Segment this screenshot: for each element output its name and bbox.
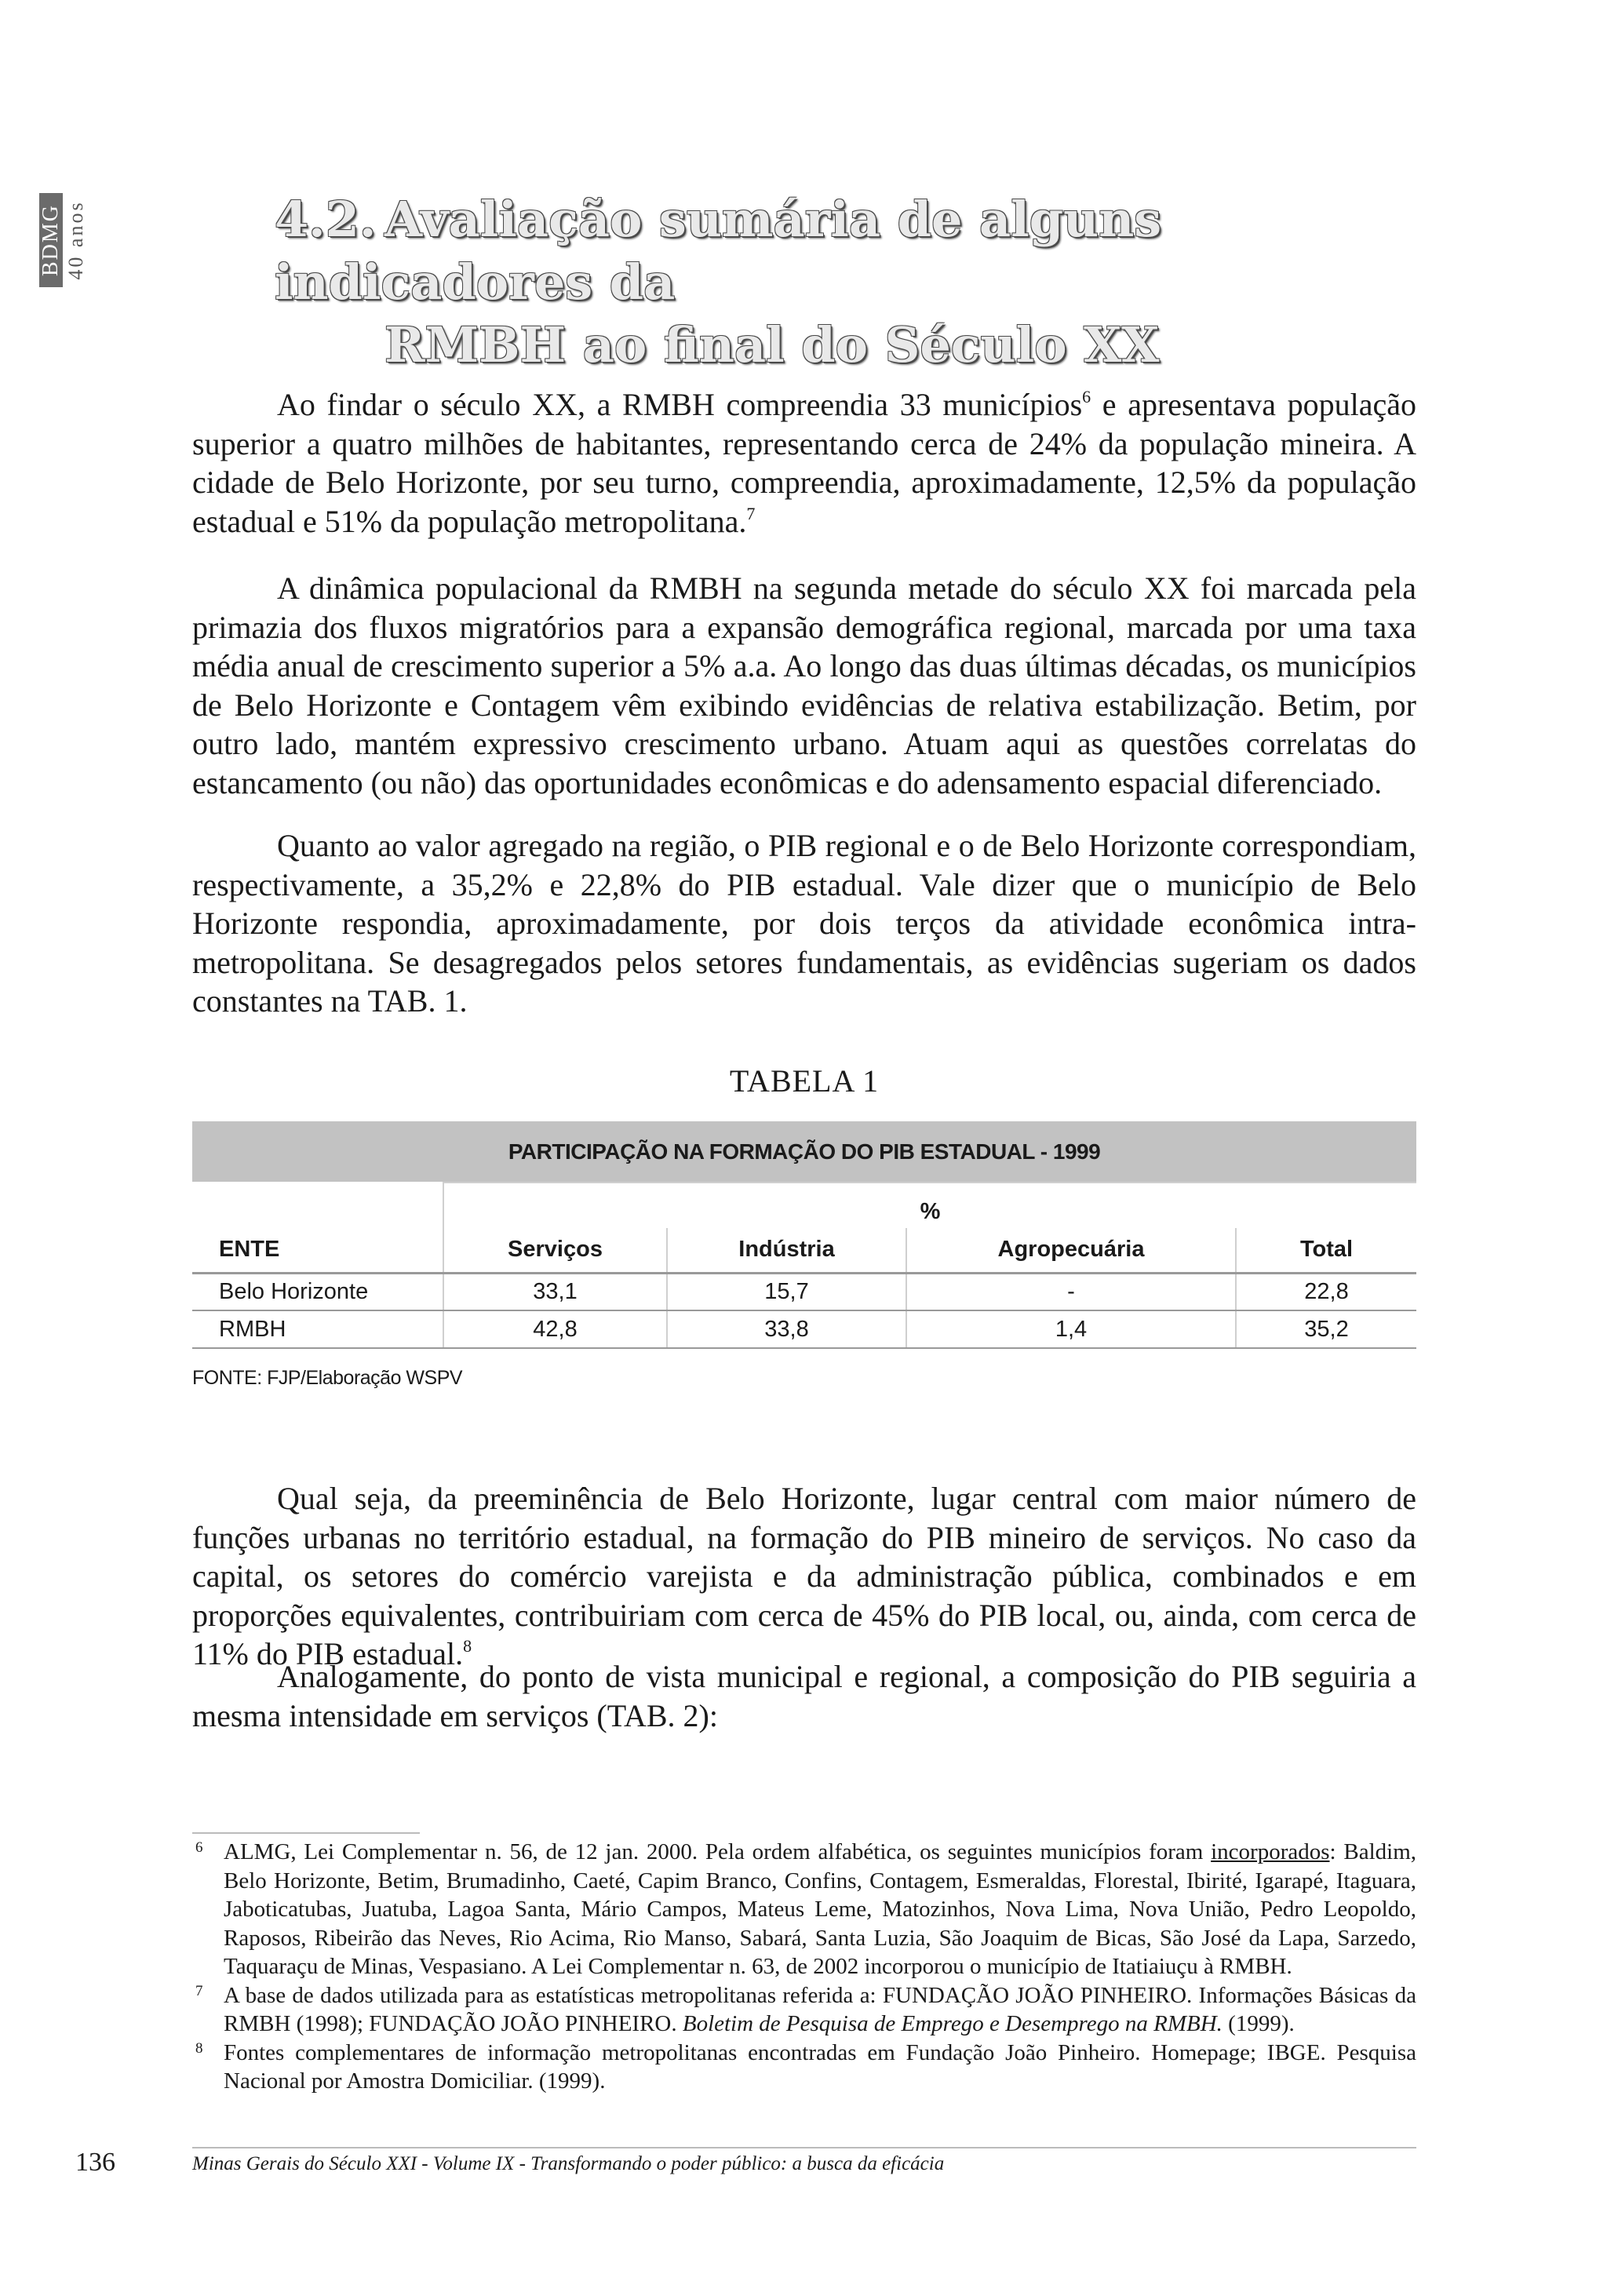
heading-line-1: Avaliação sumária de alguns indicadores da (275, 191, 1162, 311)
table-source: FONTE: FJP/Elaboração WSPV (192, 1367, 463, 1389)
cell-industria: 33,8 (667, 1310, 906, 1348)
paragraph-5: Analogamente, do ponto de vista municipal e regional, a composição do PIB seguiria a mesma intensidade em serviços (TAB. 2): (192, 1659, 1416, 1733)
footnote-mark-7: 7 (195, 1982, 203, 1999)
cell-agropecuaria: - (906, 1273, 1236, 1310)
footnote-ref-6[interactable]: 6 (1082, 387, 1091, 406)
footnote-8 (192, 2039, 1416, 2096)
table-pct-blank (192, 1183, 443, 1228)
section-heading (275, 188, 1436, 377)
col-header-industria: Indústria (667, 1228, 906, 1273)
table-grid (192, 1182, 1416, 1349)
brand-tab (39, 193, 63, 287)
paragraph-2: A dinâmica populacional da RMBH na segunda metade do século XX foi marcada pela primazia dos fluxos migratórios para a expansão demográfica regional, marcada por uma taxa média anual de crescimento superior a 5% a.a. Ao longo das duas últimas décadas, os municípios de Belo Horizonte e Contagem vêm exibindo evidências de relativa estabilização. Betim, por outro lado, mantém expressivo crescimento urbano. Atuam aqui as questões correlatas do estancamento (ou não) das oportunidades econômicas e do adensamento espacial diferenciado. (192, 570, 1416, 800)
col-header-total: Total (1236, 1228, 1416, 1273)
footnote-6-text-b: : Baldim, Belo Horizonte, Betim, Brumadinho, Caeté, Capim Branco, Confins, Contagem, Esmeraldas, Florestal, Ibirité, Igarapé, Itaguara, Jaboticatubas, Juatuba, Lagoa Santa, Mário Campos, Mateus Leme, Matozinhos, Nova Lima, Nova União, Pedro Leopoldo, Raposos, Ribeirão das Neves, Rio Acima, Rio Manso, Sabará, Santa Luzia, São Joaquim de Bicas, São José da Lapa, Sarzedo, Taquaraçu de Minas, Vespasiano. A Lei Complementar n. 63, de 2002 incorporou o município de Itatiaiuçu à RMBH. (224, 1839, 1416, 1979)
table-header: PARTICIPAÇÃO NA FORMAÇÃO DO PIB ESTADUAL - 1999 (192, 1121, 1416, 1182)
footnote-mark-6: 6 (195, 1839, 203, 1856)
cell-total: 35,2 (1236, 1310, 1416, 1348)
footnote-8-text: Fontes complementares de informação metropolitanas encontradas em Fundação João Pinheiro. Homepage; IBGE. Pesquisa Nacional por Amostra Domiciliar. (1999). (224, 2039, 1416, 2094)
heading-line-2: RMBH ao final do Século XX (384, 316, 1160, 374)
footnote-mark-8: 8 (195, 2039, 203, 2057)
cell-ente: Belo Horizonte (192, 1273, 443, 1310)
page-number: 136 (75, 2148, 115, 2177)
footer-rule (192, 2147, 1416, 2148)
table-1 (192, 1121, 1416, 1349)
footnote-ref-7[interactable]: 7 (746, 503, 756, 523)
footnote-ref-8[interactable]: 8 (463, 1636, 472, 1656)
brand-sub-label: 40 anos (64, 200, 87, 280)
footnote-7-text-a: A base de dados utilizada para as estatísticas metropolitanas referida a: FUNDAÇÃO JOÃO PINHEIRO. Informações Básicas da RMBH (1998); FUNDAÇÃO JOÃO PINHEIRO. (224, 1982, 1416, 2036)
section-number: 4.2. (275, 191, 377, 248)
cell-industria: 15,7 (667, 1273, 906, 1310)
table-pct-label: % (443, 1183, 1416, 1228)
col-header-servicos: Serviços (443, 1228, 667, 1273)
paragraph-4 (192, 1479, 1416, 1674)
table-title: TABELA 1 (729, 1063, 880, 1099)
table-row (192, 1310, 1416, 1348)
table-column-headers (192, 1228, 1416, 1273)
footnote-6 (192, 1838, 1416, 1981)
paragraph-4-text: Qual seja, da preeminência de Belo Horizonte, lugar central com maior número de funções urbanas no território estadual, na formação do PIB mineiro de serviços. No caso da capital, os setores do comércio varejista e da administração pública, combinados e em proporções equivalentes, contribuiriam com cerca de 45% do PIB local, ou, ainda, com cerca de 11% do PIB estadual. (192, 1481, 1416, 1671)
footnotes (192, 1838, 1416, 2096)
brand-label: BDMG (38, 203, 63, 277)
cell-servicos: 42,8 (443, 1310, 667, 1348)
cell-agropecuaria: 1,4 (906, 1310, 1236, 1348)
col-header-agropecuaria: Agropecuária (906, 1228, 1236, 1273)
paragraph-1-text-b: e apresentava população superior a quatro milhões de habitantes, representando cerca de 24% da população mineira. A cidade de Belo Horizonte, por seu turno, compreendia, aproximadamente, 12,5% da população estadual e 51% da população metropolitana. (192, 387, 1416, 539)
cell-servicos: 33,1 (443, 1273, 667, 1310)
footnote-7 (192, 1981, 1416, 2039)
table-pct-row (192, 1183, 1416, 1228)
cell-total: 22,8 (1236, 1273, 1416, 1310)
footnote-6-underlined: incorporados (1211, 1839, 1330, 1864)
paragraph-3: Quanto ao valor agregado na região, o PIB regional e o de Belo Horizonte correspondiam, respectivamente, a 35,2% e 22,8% do PIB estadual. Vale dizer que o município de Belo Horizonte respondia, aproximadamente, por dois terços da atividade econômica intra-metropolitana. Se desagregados pelos setores fundamentais, as evidências sugeriam os dados constantes na TAB. 1. (192, 828, 1416, 1019)
footnote-7-italic: Boletim de Pesquisa de Emprego e Desemprego na RMBH. (682, 2011, 1223, 2036)
paragraph-1 (192, 385, 1416, 541)
footnote-7-text-b: (1999). (1222, 2011, 1295, 2036)
brand-sub (63, 193, 89, 287)
footnote-rule (192, 1832, 420, 1834)
table-row (192, 1273, 1416, 1310)
col-header-ente: ENTE (192, 1228, 443, 1273)
cell-ente: RMBH (192, 1310, 443, 1348)
footnote-6-text-a: ALMG, Lei Complementar n. 56, de 12 jan. 2000. Pela ordem alfabética, os seguintes municípios foram (224, 1839, 1212, 1864)
paragraph-1-text-a: Ao findar o século XX, a RMBH compreendia 33 municípios (277, 387, 1083, 422)
running-footer: Minas Gerais do Século XXI - Volume IX - Transformando o poder público: a busca da eficácia (192, 2153, 945, 2174)
